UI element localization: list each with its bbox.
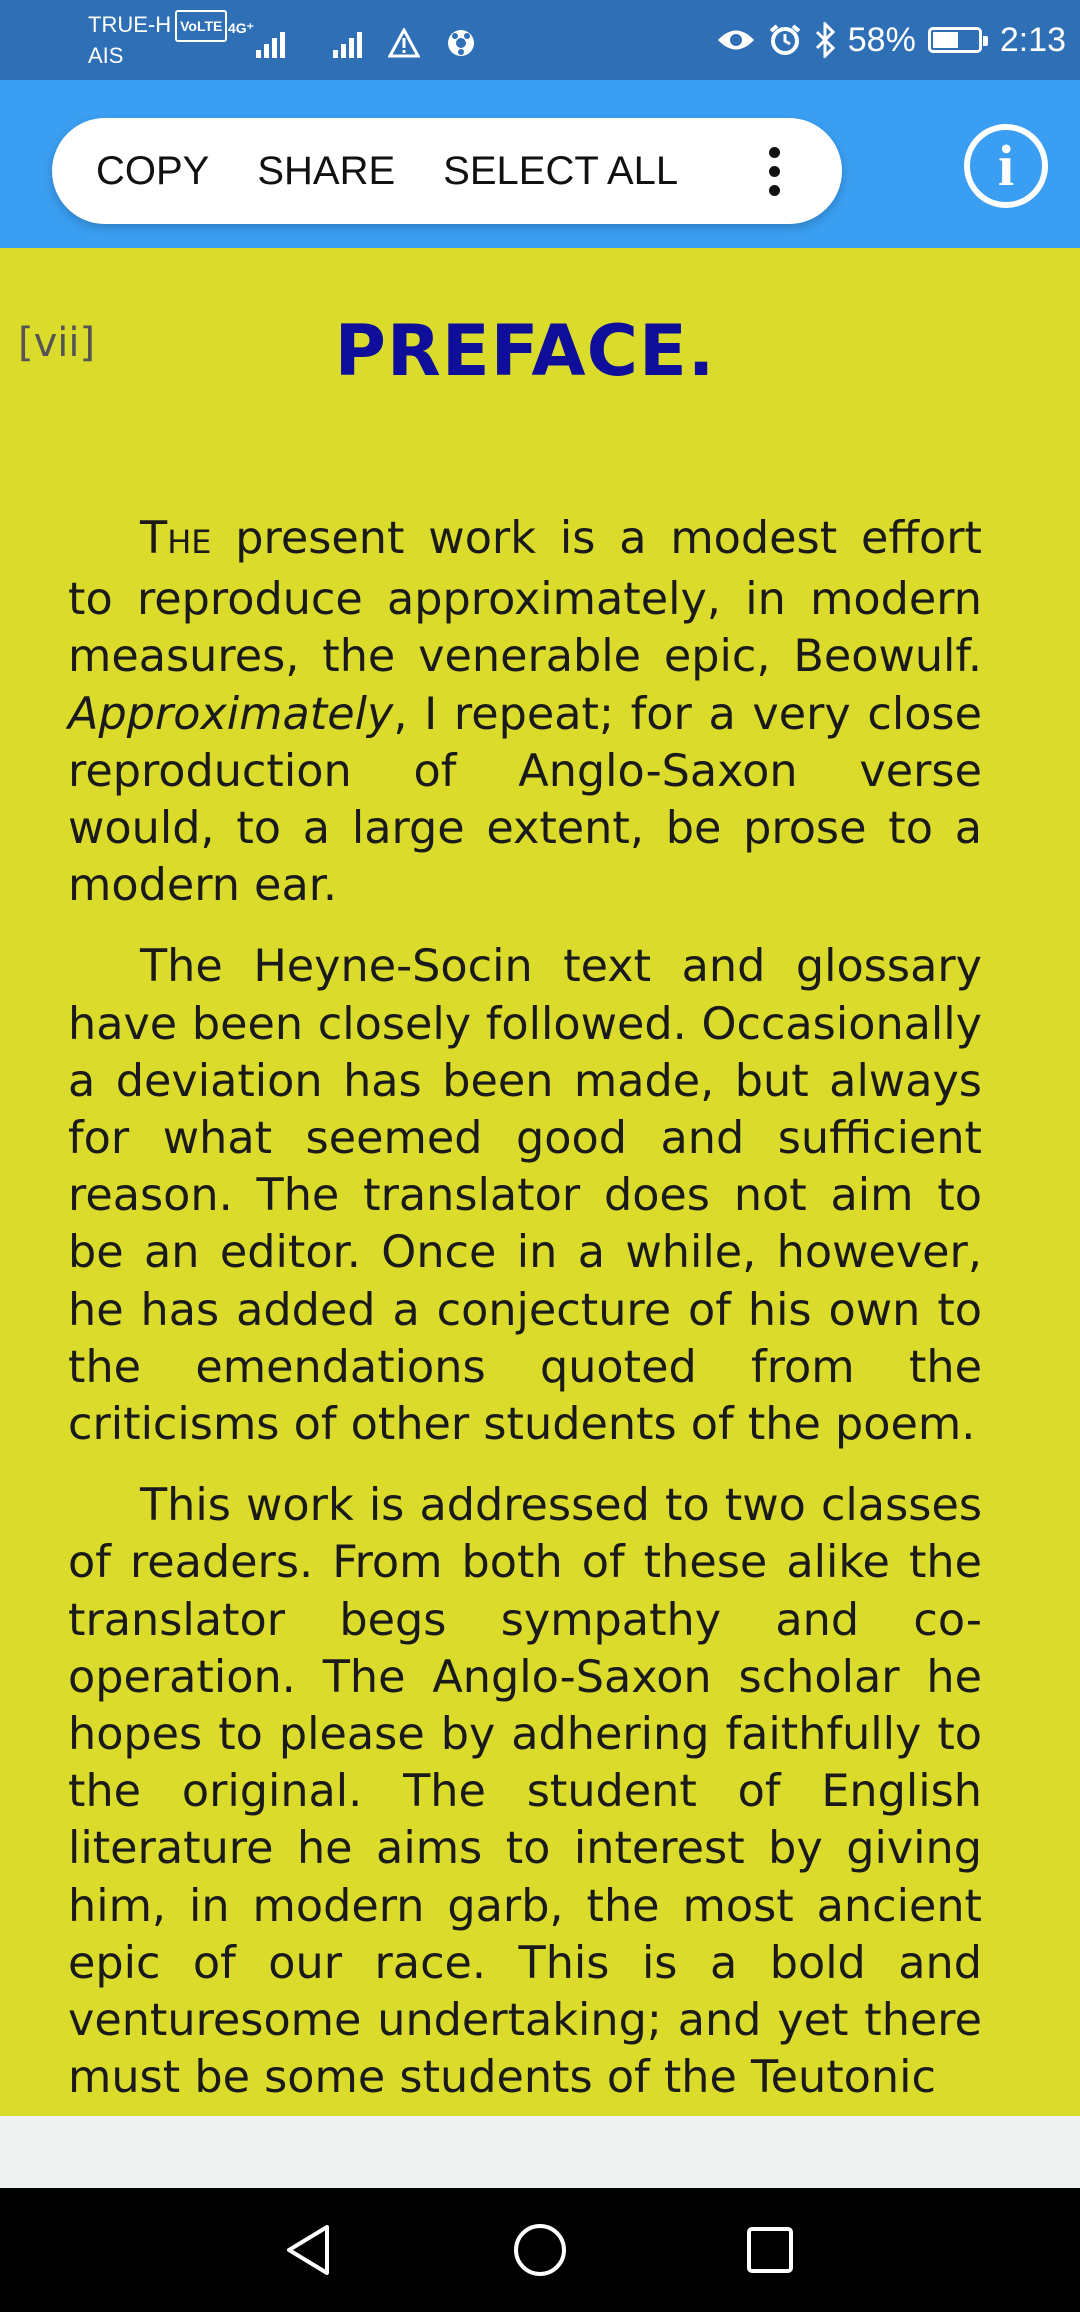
vpn-icon (446, 28, 476, 58)
navigation-bar (0, 2188, 1080, 2312)
volte-badge: VoLTE (175, 10, 227, 42)
signal-group (256, 18, 476, 58)
bottom-bar (0, 2116, 1080, 2188)
carrier-name: TRUE-H (88, 11, 172, 37)
page-number: [vii] (18, 320, 96, 366)
battery-icon (928, 27, 982, 53)
share-button[interactable]: SHARE (257, 148, 396, 193)
italic-word: Approximately (68, 688, 394, 740)
paragraph (68, 510, 982, 914)
paragraph-text: , I repeat; for a very close reproduction of Anglo-Saxon verse would, to a large extent, be prose to a modern ear. (68, 688, 982, 912)
paragraph: This work is addressed to two classes of readers. From both of these alike the translator begs sympathy and co-operation. The Anglo-Saxon scholar he hopes to please by adhering faithfully to the original. The student of English literature he aims to interest by giving him, in modern garb, the most ancient epic of our race. This is a bold and venturesome undertaking; and yet there must be some students of the Teutonic (68, 1480, 982, 2104)
page-title: PREFACE. (334, 310, 716, 392)
more-options-icon[interactable] (768, 147, 780, 196)
clock: 2:13 (999, 20, 1066, 59)
small-caps: HE (167, 523, 212, 561)
battery-percent: 58% (847, 20, 916, 59)
body-text (68, 510, 982, 2116)
paragraph: The Heyne-Socin text and glossary have been closely followed. Occasionally a deviation has been made, but always for what seemed good and sufficient reason. The translator does not aim to be an editor. Once in a while, however, he has added a conjecture of his own to the emendations quoted from the criticisms of other students of the poem. (68, 941, 982, 1451)
carrier-name-secondary: AIS (88, 43, 124, 68)
copy-button[interactable]: COPY (96, 148, 210, 193)
signal-icon (256, 28, 285, 58)
battery-fill (933, 32, 959, 48)
carrier-info (88, 10, 227, 70)
signal-icon (333, 28, 362, 58)
book-page[interactable] (0, 248, 1080, 2116)
alarm-icon (768, 23, 802, 57)
eye-icon (716, 27, 756, 53)
network-type: 4G⁺ (228, 20, 255, 36)
drop-cap: T (140, 513, 168, 564)
status-bar (0, 0, 1080, 80)
recents-icon[interactable] (730, 2210, 810, 2290)
right-status-group (716, 10, 1066, 70)
select-all-button[interactable]: SELECT ALL (443, 148, 679, 193)
selection-toolbar (0, 80, 1080, 248)
warning-icon (388, 28, 420, 58)
home-icon[interactable] (500, 2210, 580, 2290)
bluetooth-icon (814, 22, 836, 58)
paragraph-text: present work is a modest effort to reproduce approximately, in modern measures, the venerable epic, Beowulf. (68, 513, 982, 683)
info-icon[interactable]: i (964, 124, 1048, 208)
text-selection-menu (52, 118, 842, 224)
back-icon[interactable] (268, 2210, 348, 2290)
